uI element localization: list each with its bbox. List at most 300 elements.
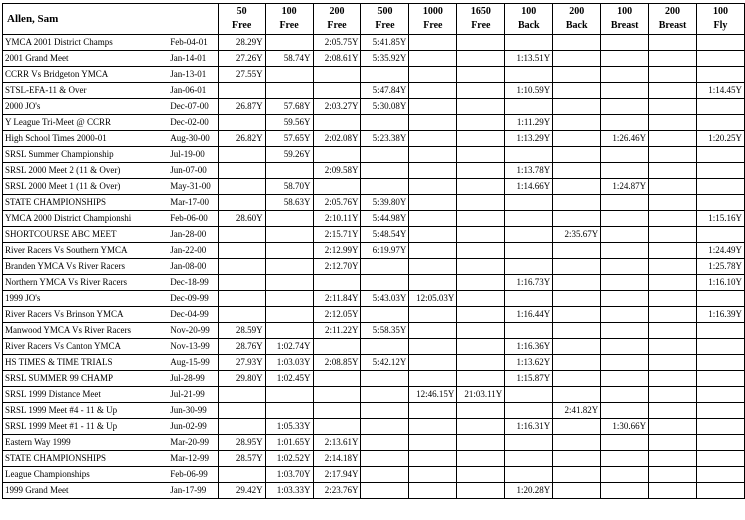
time-cell (601, 355, 649, 371)
time-cell (553, 371, 601, 387)
time-cell (696, 419, 744, 435)
meet-date: Jul-28-99 (168, 371, 218, 387)
time-cell (457, 243, 505, 259)
time-cell (218, 147, 265, 163)
time-cell (601, 83, 649, 99)
time-cell (361, 67, 409, 83)
event-stroke: Free (471, 20, 491, 31)
time-cell (553, 435, 601, 451)
time-cell: 2:12.05Y (313, 307, 361, 323)
event-distance: 200 (665, 6, 681, 17)
time-cell (649, 35, 697, 51)
time-cell (649, 67, 697, 83)
time-cell (553, 147, 601, 163)
event-header (265, 4, 313, 35)
meet-date: Jan-14-01 (168, 51, 218, 67)
time-cell (409, 211, 457, 227)
table-row (3, 371, 745, 387)
time-cell (218, 387, 265, 403)
meet-name: SRSL 2000 Meet 1 (11 & Over) (3, 179, 169, 195)
time-cell (457, 323, 505, 339)
time-cell (696, 435, 744, 451)
time-cell: 1:10.59Y (505, 83, 553, 99)
meet-name: YMCA 2000 District Championshi (3, 211, 169, 227)
time-cell: 1:26.46Y (601, 131, 649, 147)
time-cell: 2:17.94Y (313, 467, 361, 483)
table-row (3, 435, 745, 451)
meet-name: League Championships (3, 467, 169, 483)
time-cell (601, 323, 649, 339)
time-cell (505, 67, 553, 83)
time-cell (457, 275, 505, 291)
meet-date: Mar-12-99 (168, 451, 218, 467)
time-cell (313, 83, 361, 99)
time-cell (409, 323, 457, 339)
time-cell (409, 195, 457, 211)
meet-name: CCRR Vs Bridgeton YMCA (3, 67, 169, 83)
time-cell (218, 275, 265, 291)
time-cell (265, 243, 313, 259)
meet-name: 1999 Grand Meet (3, 483, 169, 499)
time-cell (696, 35, 744, 51)
meet-date: Dec-07-00 (168, 99, 218, 115)
time-cell (601, 35, 649, 51)
table-row (3, 179, 745, 195)
table-row (3, 115, 745, 131)
time-cell (218, 259, 265, 275)
time-cell (553, 387, 601, 403)
event-header (218, 4, 265, 35)
time-cell (313, 371, 361, 387)
time-cell (457, 179, 505, 195)
time-cell (696, 179, 744, 195)
meet-name: SHORTCOURSE ABC MEET (3, 227, 169, 243)
time-cell (457, 163, 505, 179)
time-cell (553, 115, 601, 131)
time-cell (457, 291, 505, 307)
time-cell (601, 259, 649, 275)
time-cell (409, 307, 457, 323)
time-cell: 29.42Y (218, 483, 265, 499)
time-cell: 5:48.54Y (361, 227, 409, 243)
time-cell (361, 115, 409, 131)
swim-times-table (2, 3, 745, 499)
time-cell (409, 259, 457, 275)
time-cell (361, 147, 409, 163)
time-cell: 2:41.82Y (553, 403, 601, 419)
time-cell (265, 163, 313, 179)
time-cell (553, 67, 601, 83)
meet-name: HS TIMES & TIME TRIALS (3, 355, 169, 371)
meet-date: Jun-30-99 (168, 403, 218, 419)
time-cell: 28.95Y (218, 435, 265, 451)
time-cell (553, 339, 601, 355)
table-row (3, 307, 745, 323)
time-cell (457, 147, 505, 163)
time-cell (553, 243, 601, 259)
event-header (696, 4, 744, 35)
time-cell: 28.76Y (218, 339, 265, 355)
event-header (601, 4, 649, 35)
time-cell (649, 211, 697, 227)
time-cell (457, 227, 505, 243)
time-cell (457, 339, 505, 355)
table-row (3, 419, 745, 435)
time-cell (218, 291, 265, 307)
event-header (649, 4, 697, 35)
time-cell (553, 483, 601, 499)
meet-name: SRSL 1999 Distance Meet (3, 387, 169, 403)
time-cell (265, 387, 313, 403)
time-cell (649, 115, 697, 131)
time-cell (313, 115, 361, 131)
time-cell (409, 67, 457, 83)
time-cell (313, 403, 361, 419)
time-cell (649, 243, 697, 259)
time-cell (601, 387, 649, 403)
time-cell (361, 435, 409, 451)
time-cell (505, 451, 553, 467)
table-row (3, 403, 745, 419)
time-cell (553, 275, 601, 291)
time-cell (361, 451, 409, 467)
meet-name: River Racers Vs Canton YMCA (3, 339, 169, 355)
time-cell: 59.26Y (265, 147, 313, 163)
time-cell: 1:16.36Y (505, 339, 553, 355)
time-cell (601, 467, 649, 483)
time-cell (601, 371, 649, 387)
time-cell (601, 99, 649, 115)
event-header (361, 4, 409, 35)
time-cell: 1:20.25Y (696, 131, 744, 147)
time-cell (601, 195, 649, 211)
event-distance: 100 (617, 6, 633, 17)
meet-date: Jan-28-00 (168, 227, 218, 243)
meet-date: Jan-06-01 (168, 83, 218, 99)
time-cell (649, 451, 697, 467)
time-cell (696, 451, 744, 467)
time-cell (696, 467, 744, 483)
table-row (3, 35, 745, 51)
meet-date: Mar-17-00 (168, 195, 218, 211)
meet-name: STATE CHAMPIONSHIPS (3, 195, 169, 211)
meet-date: Jul-19-00 (168, 147, 218, 163)
time-cell (553, 419, 601, 435)
time-cell (313, 147, 361, 163)
event-stroke: Free (232, 20, 252, 31)
meet-name: 1999 JO's (3, 291, 169, 307)
event-stroke: Breast (658, 20, 687, 31)
time-cell (505, 387, 553, 403)
table-row (3, 195, 745, 211)
table-row (3, 259, 745, 275)
meet-date: Nov-20-99 (168, 323, 218, 339)
time-cell (218, 179, 265, 195)
time-cell (601, 435, 649, 451)
time-cell (696, 483, 744, 499)
time-cell (409, 99, 457, 115)
time-cell (553, 163, 601, 179)
time-cell (409, 419, 457, 435)
meet-name: Northern YMCA Vs River Racers (3, 275, 169, 291)
time-cell: 1:20.28Y (505, 483, 553, 499)
time-cell: 58.70Y (265, 179, 313, 195)
time-cell (265, 35, 313, 51)
meet-date: Jun-02-99 (168, 419, 218, 435)
meet-date: Aug-15-99 (168, 355, 218, 371)
time-cell (553, 131, 601, 147)
time-cell: 58.74Y (265, 51, 313, 67)
meet-date: Jan-22-00 (168, 243, 218, 259)
time-cell: 5:30.08Y (361, 99, 409, 115)
event-header (313, 4, 361, 35)
time-cell (265, 275, 313, 291)
time-cell: 2:12.70Y (313, 259, 361, 275)
time-cell: 28.57Y (218, 451, 265, 467)
time-cell (218, 163, 265, 179)
time-cell (505, 147, 553, 163)
time-cell (553, 179, 601, 195)
time-cell (265, 211, 313, 227)
time-cell (409, 163, 457, 179)
time-cell (649, 435, 697, 451)
meet-name: SRSL 2000 Meet 2 (11 & Over) (3, 163, 169, 179)
time-cell (361, 403, 409, 419)
time-cell (457, 211, 505, 227)
time-cell (457, 451, 505, 467)
time-cell: 1:24.87Y (601, 179, 649, 195)
time-cell: 5:44.98Y (361, 211, 409, 227)
meet-date: Jan-08-00 (168, 259, 218, 275)
time-cell: 5:41.85Y (361, 35, 409, 51)
time-cell (457, 307, 505, 323)
time-cell (361, 483, 409, 499)
meet-name: Manwood YMCA Vs River Racers (3, 323, 169, 339)
time-cell (696, 163, 744, 179)
meet-name: 2001 Grand Meet (3, 51, 169, 67)
time-cell (601, 243, 649, 259)
time-cell (265, 259, 313, 275)
time-cell (553, 291, 601, 307)
time-cell (553, 307, 601, 323)
time-cell: 2:08.85Y (313, 355, 361, 371)
time-cell (553, 51, 601, 67)
time-cell (505, 195, 553, 211)
time-cell (218, 307, 265, 323)
meet-date: Mar-20-99 (168, 435, 218, 451)
event-distance: 100 (712, 6, 728, 17)
swimmer-name: Allen, Sam (3, 4, 219, 35)
meet-name: High School Times 2000-01 (3, 131, 169, 147)
time-cell (696, 371, 744, 387)
time-cell: 1:16.31Y (505, 419, 553, 435)
time-cell (457, 83, 505, 99)
time-cell (218, 467, 265, 483)
meet-date: Feb-06-00 (168, 211, 218, 227)
time-cell (649, 371, 697, 387)
event-distance: 100 (521, 6, 537, 17)
table-row (3, 83, 745, 99)
time-cell (649, 147, 697, 163)
time-cell: 1:03.70Y (265, 467, 313, 483)
event-distance: 1000 (422, 6, 443, 17)
time-cell (505, 99, 553, 115)
table-row (3, 339, 745, 355)
time-cell (409, 483, 457, 499)
time-cell (457, 67, 505, 83)
table-row (3, 323, 745, 339)
time-cell (409, 179, 457, 195)
time-cell: 5:39.80Y (361, 195, 409, 211)
time-cell (649, 83, 697, 99)
meet-name: Branden YMCA Vs River Racers (3, 259, 169, 275)
time-cell (409, 275, 457, 291)
time-cell: 12:05.03Y (409, 291, 457, 307)
time-cell (601, 211, 649, 227)
time-cell (409, 243, 457, 259)
time-cell (649, 307, 697, 323)
time-cell (409, 435, 457, 451)
time-cell (601, 115, 649, 131)
time-cell (218, 83, 265, 99)
time-cell (649, 227, 697, 243)
time-cell (457, 195, 505, 211)
time-cell: 1:16.10Y (696, 275, 744, 291)
time-cell (409, 35, 457, 51)
time-cell: 5:23.38Y (361, 131, 409, 147)
time-cell (361, 371, 409, 387)
meet-date: Feb-06-99 (168, 467, 218, 483)
time-cell (649, 323, 697, 339)
time-cell (553, 451, 601, 467)
time-cell (409, 227, 457, 243)
time-cell: 1:11.29Y (505, 115, 553, 131)
time-cell: 26.82Y (218, 131, 265, 147)
time-cell: 2:10.11Y (313, 211, 361, 227)
meet-date: Dec-04-99 (168, 307, 218, 323)
time-cell (265, 83, 313, 99)
time-cell (649, 163, 697, 179)
time-cell: 1:03.03Y (265, 355, 313, 371)
time-cell: 5:42.12Y (361, 355, 409, 371)
event-stroke: Free (327, 20, 347, 31)
time-cell (553, 355, 601, 371)
time-cell (409, 403, 457, 419)
time-cell (361, 419, 409, 435)
time-cell (409, 339, 457, 355)
event-header (505, 4, 553, 35)
time-cell: 1:02.52Y (265, 451, 313, 467)
time-cell (505, 467, 553, 483)
time-cell (313, 179, 361, 195)
time-cell (649, 51, 697, 67)
time-cell (409, 355, 457, 371)
time-cell: 1:25.78Y (696, 259, 744, 275)
time-cell (218, 115, 265, 131)
meet-date: Nov-13-99 (168, 339, 218, 355)
time-cell (361, 163, 409, 179)
table-row (3, 131, 745, 147)
results-body (3, 35, 745, 499)
meet-date: Dec-18-99 (168, 275, 218, 291)
meet-name: SRSL 1999 Meet #1 - 11 & Up (3, 419, 169, 435)
time-cell (649, 131, 697, 147)
time-cell (649, 419, 697, 435)
time-cell (601, 483, 649, 499)
table-row (3, 291, 745, 307)
time-cell: 2:23.76Y (313, 483, 361, 499)
event-stroke: Free (375, 20, 395, 31)
time-cell (649, 467, 697, 483)
time-cell (361, 259, 409, 275)
time-cell: 5:58.35Y (361, 323, 409, 339)
time-cell: 1:14.45Y (696, 83, 744, 99)
meet-date: May-31-00 (168, 179, 218, 195)
time-cell (601, 403, 649, 419)
time-cell: 1:13.78Y (505, 163, 553, 179)
time-cell (696, 355, 744, 371)
time-cell: 27.93Y (218, 355, 265, 371)
time-cell (457, 467, 505, 483)
time-cell: 59.56Y (265, 115, 313, 131)
time-cell: 28.59Y (218, 323, 265, 339)
time-cell: 1:16.44Y (505, 307, 553, 323)
event-distance: 1650 (470, 6, 491, 17)
time-cell (505, 211, 553, 227)
meet-name: Y League Tri-Meet @ CCRR (3, 115, 169, 131)
time-cell (696, 339, 744, 355)
time-cell (649, 99, 697, 115)
time-cell (649, 483, 697, 499)
time-cell (457, 35, 505, 51)
time-cell: 28.60Y (218, 211, 265, 227)
time-cell (265, 291, 313, 307)
time-cell (409, 451, 457, 467)
time-cell: 2:08.61Y (313, 51, 361, 67)
time-cell (696, 387, 744, 403)
time-cell (265, 67, 313, 83)
time-cell: 27.26Y (218, 51, 265, 67)
table-row (3, 147, 745, 163)
time-cell: 12:46.15Y (409, 387, 457, 403)
time-cell (601, 163, 649, 179)
time-cell: 21:03.11Y (457, 387, 505, 403)
time-cell (553, 259, 601, 275)
time-cell: 1:13.62Y (505, 355, 553, 371)
time-cell (313, 67, 361, 83)
time-cell (601, 275, 649, 291)
event-distance: 50 (236, 6, 247, 17)
meet-name: River Racers Vs Southern YMCA (3, 243, 169, 259)
table-row (3, 51, 745, 67)
time-cell (601, 339, 649, 355)
time-cell: 1:16.73Y (505, 275, 553, 291)
meet-date: Jan-13-01 (168, 67, 218, 83)
table-row (3, 467, 745, 483)
event-distance: 200 (329, 6, 345, 17)
time-cell (649, 259, 697, 275)
time-cell (553, 99, 601, 115)
time-cell (696, 291, 744, 307)
time-cell (457, 371, 505, 387)
time-cell (505, 259, 553, 275)
time-cell: 27.55Y (218, 67, 265, 83)
time-cell (553, 323, 601, 339)
time-cell: 2:12.99Y (313, 243, 361, 259)
table-row (3, 243, 745, 259)
header-row (3, 4, 745, 35)
time-cell: 1:13.29Y (505, 131, 553, 147)
